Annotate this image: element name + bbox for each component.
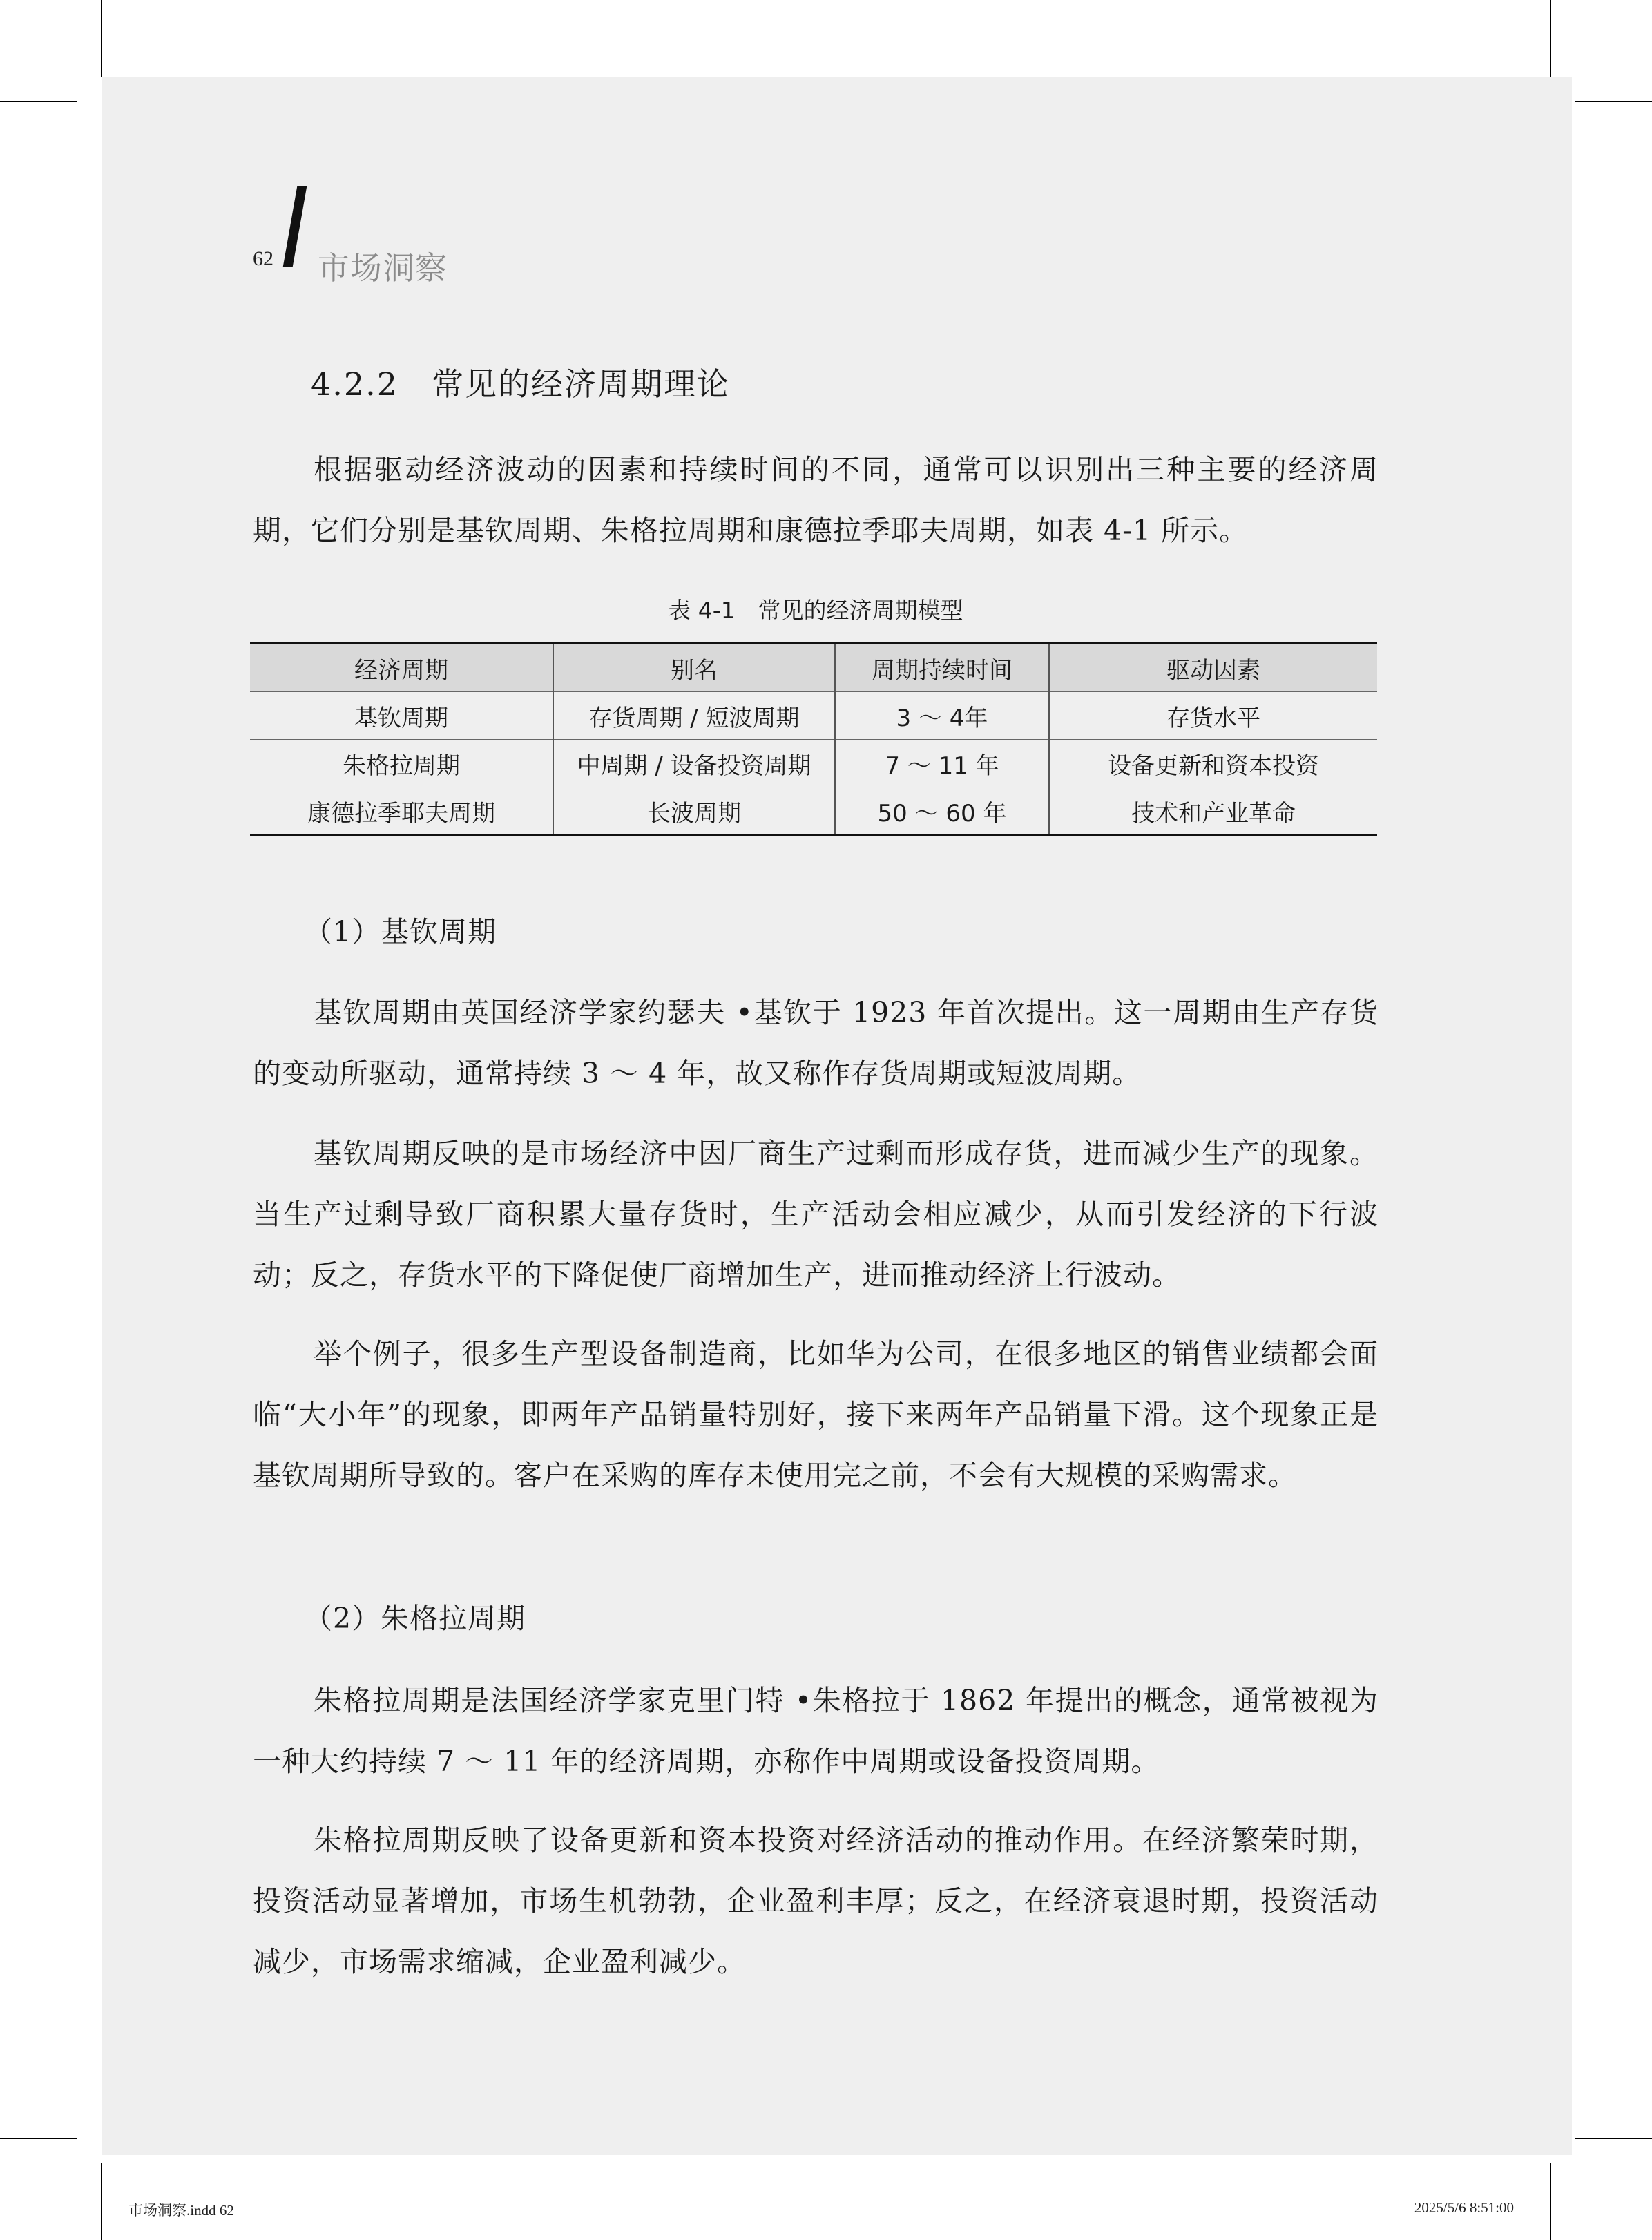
column-header: 周期持续时间	[835, 644, 1049, 692]
table-cell: 朱格拉周期	[250, 740, 553, 787]
intro-paragraph: 根据驱动经济波动的因素和持续时间的不同，通常可以识别出三种主要的经济周期，它们分别是基钦周期、朱格拉周期和康德拉季耶夫周期，如表 4-1 所示。	[253, 453, 1379, 547]
subsection-heading-juglar: （2）朱格拉周期	[304, 1602, 526, 1635]
table-cell: 基钦周期	[250, 692, 553, 740]
table-row	[250, 692, 1377, 740]
table-caption: 表 4-1 常见的经济周期模型	[668, 597, 963, 624]
juglar-paragraph-2: 朱格拉周期反映了设备更新和资本投资对经济活动的推动作用。在经济繁荣时期，投资活动显著增加，市场生机勃勃，企业盈利丰厚；反之，在经济衰退时期，投资活动减少，市场需求缩减，企业盈利减少。	[253, 1823, 1379, 1978]
column-header: 经济周期	[250, 644, 553, 692]
kitchin-paragraph-1: 基钦周期由英国经济学家约瑟夫 •基钦于 1923 年首次提出。这一周期由生产存货的变动所驱动，通常持续 3 ～ 4 年，故又称作存货周期或短波周期。	[253, 996, 1379, 1090]
table-row	[250, 740, 1377, 787]
table-cell: 技术和产业革命	[1049, 787, 1377, 836]
table-header-row	[250, 644, 1377, 692]
crop-mark-top-left	[0, 101, 77, 102]
crop-mark-bottom-left	[101, 2163, 102, 2240]
table-cell: 50 ～ 60 年	[835, 787, 1049, 836]
crop-mark-bottom-right	[1550, 2163, 1551, 2240]
table-cell: 中周期 / 设备投资周期	[553, 740, 835, 787]
crop-mark-bottom-right	[1575, 2138, 1652, 2139]
table-cell: 长波周期	[553, 787, 835, 836]
running-title: 市场洞察	[318, 249, 448, 287]
kitchin-paragraph-2: 基钦周期反映的是市场经济中因厂商生产过剩而形成存货，进而减少生产的现象。当生产过剩导致厂商积累大量存货时，生产活动会相应减少，从而引发经济的下行波动；反之，存货水平的下降促使厂商增加生产，进而推动经济上行波动。	[253, 1137, 1379, 1292]
column-header: 别名	[553, 644, 835, 692]
footer-file-info: 市场洞察.indd 62	[128, 2202, 234, 2219]
economic-cycles-table	[250, 642, 1377, 836]
kitchin-paragraph-3: 举个例子，很多生产型设备制造商，比如华为公司，在很多地区的销售业绩都会面临“大小年”的现象，即两年产品销量特别好，接下来两年产品销量下滑。这个现象正是基钦周期所导致的。客户在采购的库存未使用完之前，不会有大规模的采购需求。	[253, 1337, 1379, 1492]
table-cell: 7 ～ 11 年	[835, 740, 1049, 787]
crop-mark-top-left	[101, 0, 102, 77]
subsection-heading-kitchin: （1）基钦周期	[304, 915, 497, 948]
table-cell: 康德拉季耶夫周期	[250, 787, 553, 836]
table-cell: 存货水平	[1049, 692, 1377, 740]
section-title: 4.2.2 常见的经济周期理论	[311, 365, 731, 403]
table-cell: 设备更新和资本投资	[1049, 740, 1377, 787]
crop-mark-top-right	[1550, 0, 1551, 77]
crop-mark-bottom-left	[0, 2138, 77, 2139]
column-header: 驱动因素	[1049, 644, 1377, 692]
crop-mark-top-right	[1575, 101, 1652, 102]
table-cell: 存货周期 / 短波周期	[553, 692, 835, 740]
table-cell: 3 ～ 4年	[835, 692, 1049, 740]
footer-timestamp: 2025/5/6 8:51:00	[1414, 2199, 1514, 2216]
page-number: 62	[253, 247, 273, 270]
table-row	[250, 787, 1377, 836]
juglar-paragraph-1: 朱格拉周期是法国经济学家克里门特 •朱格拉于 1862 年提出的概念，通常被视为一种大约持续 7 ～ 11 年的经济周期，亦称作中周期或设备投资周期。	[253, 1684, 1379, 1778]
